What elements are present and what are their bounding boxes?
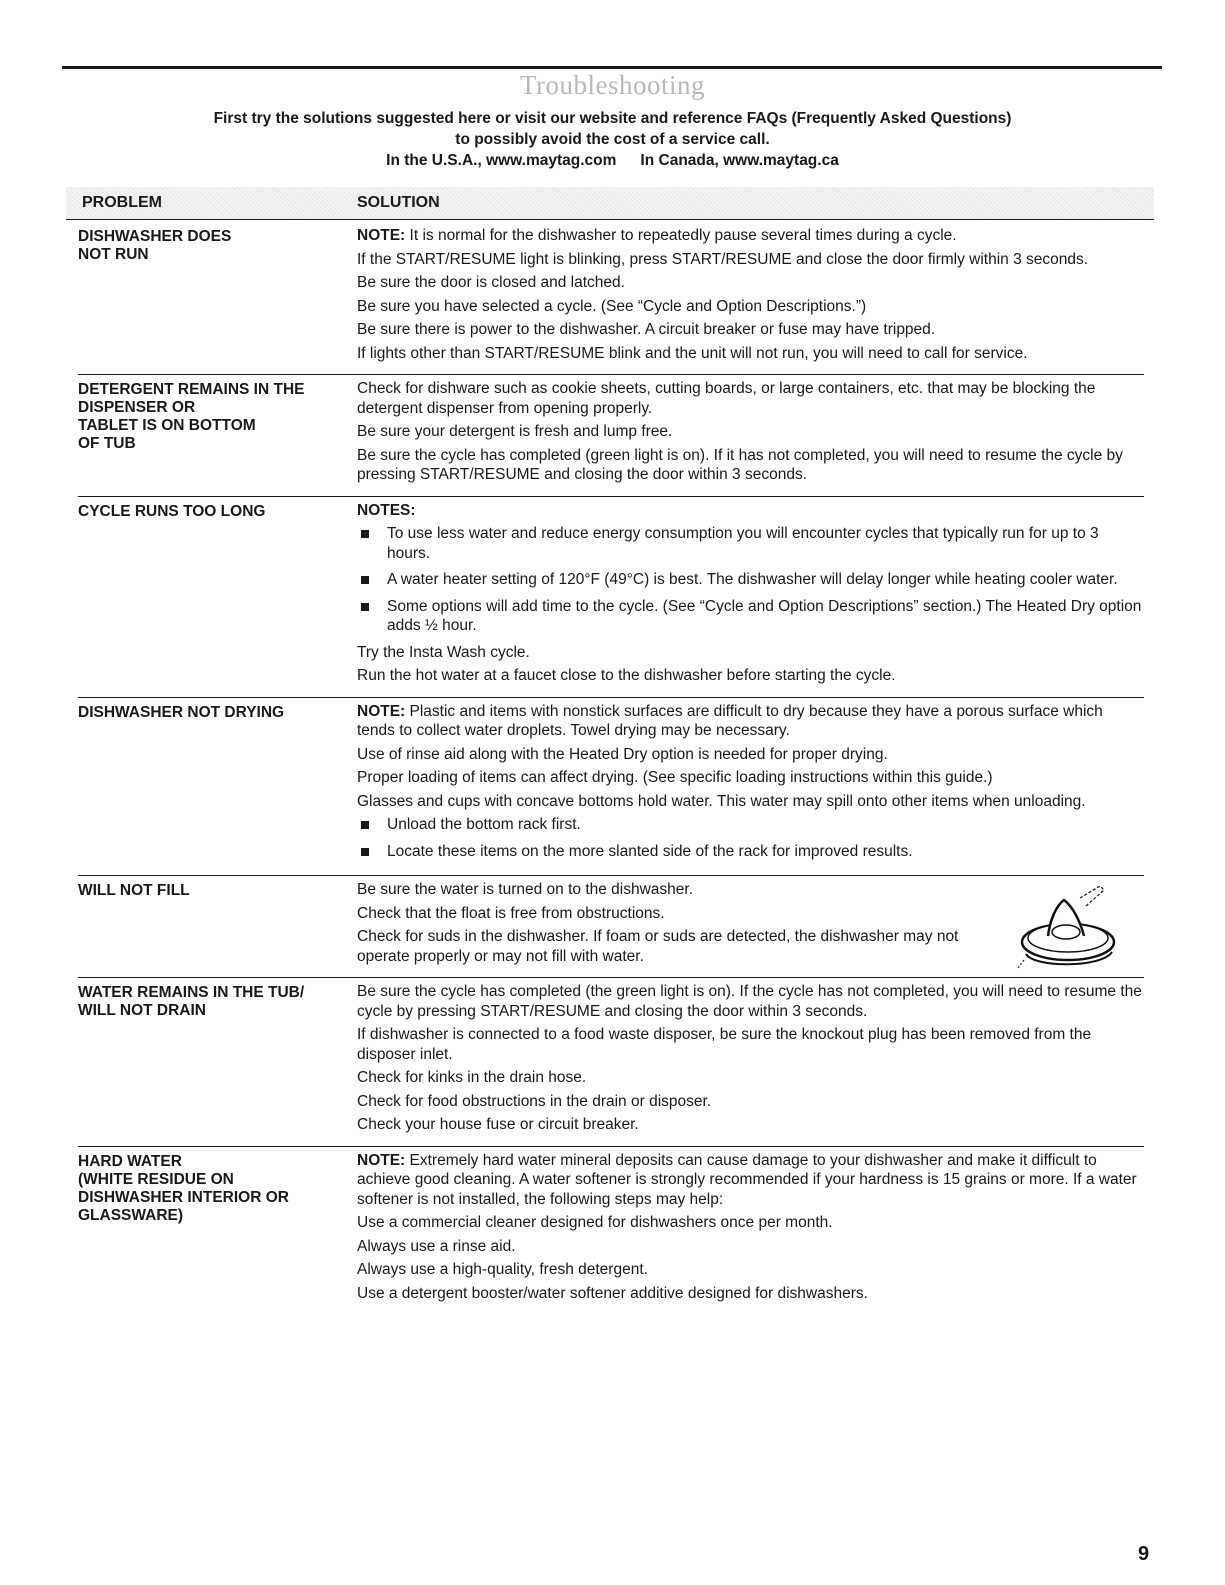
problem-cell [78,702,357,869]
float-assembly-illustration-icon [1004,884,1126,974]
bullet-item [357,524,1144,563]
solution-item: Always use a rinse aid. [357,1237,516,1255]
solution-cell [357,501,1144,690]
solution-cell [357,226,1144,367]
table-row [78,222,1144,375]
table-row [78,375,1144,497]
intro-line-2: to possibly avoid the cost of a service call. [455,131,770,148]
bullet-icon [357,570,387,590]
solution-item: Always use a high-quality, fresh detergent. [357,1261,648,1278]
problem-line: DETERGENT REMAINS IN THE [78,381,305,398]
note-label: NOTE: [357,1151,406,1169]
solution-item: Check your house fuse or circuit breaker. [357,1116,639,1133]
solution-item: Try the Insta Wash cycle. [357,643,530,661]
page-number: 9 [1138,1543,1150,1565]
bullet-item [357,597,1144,636]
table-row [78,876,1144,978]
solution-item: Use a commercial cleaner designed for dishwashers once per month. [357,1214,833,1231]
solution-item: If lights other than START/RESUME blink and the unit will not run, you will need to call for service. [357,344,1028,362]
solution-item: Be sure the cycle has completed (the green light is on). If the cycle has not completed, you will need to resume the cycle by pressing START/RESUME and closing the door within 3 seconds. [357,983,1142,1020]
solution-item: Use a detergent booster/water softener additive designed for dishwashers. [357,1284,868,1302]
note [357,1151,1144,1210]
problem-line: GLASSWARE) [78,1206,184,1224]
solution-item: Check for suds in the dishwasher. If foam or suds are detected, the dishwasher may not operate properly or may not fill with water. [357,928,959,965]
problem-cell [78,880,357,970]
problem-line: OF TUB [78,435,136,452]
page-title: Troubleshooting [519,70,706,100]
intro [0,108,1225,171]
bullet-item [357,815,1144,835]
solution-item: Check for food obstructions in the drain or disposer. [357,1092,712,1110]
us-website: In the U.S.A., www.maytag.com [386,152,617,169]
problem-line: WILL NOT FILL [78,882,190,899]
solution-item: Be sure there is power to the dishwasher. A circuit breaker or fuse may have tripped. [357,321,936,338]
note-label: NOTES: [357,501,416,519]
solution-item: Be sure the cycle has completed (green light is on). If it has not completed, you will need to resume the cycle by pressing START/RESUME and closing the door within 3 seconds. [357,446,1123,483]
solution-item: Glasses and cups with concave bottoms hold water. This water may spill onto other items when unloading. [357,792,1086,810]
solution-item: Be sure the water is turned on to the dishwasher. [357,881,694,898]
table-row [78,1147,1144,1315]
problem-cell [78,501,357,690]
bullet-text: Locate these items on the more slanted side of the rack for improved results. [387,842,913,860]
solution-item: Check for dishware such as cookie sheets, cutting boards, or large containers, etc. that may be blocking the detergent dispenser from opening properly. [357,380,1096,417]
bullet-icon [357,524,387,563]
bullet-item [357,842,1144,862]
bullet-icon [357,597,387,636]
solution-item: Be sure your detergent is fresh and lump free. [357,423,673,440]
intro-line-1: First try the solutions suggested here or visit our website and reference FAQs (Frequently Asked Questions) [213,110,1012,127]
problem-cell [78,379,357,489]
canada-website: In Canada, www.maytag.ca [640,152,839,169]
solution-item: Check for kinks in the drain hose. [357,1069,587,1086]
problem-line: DISHWASHER INTERIOR OR [78,1188,289,1206]
solution-item: Be sure you have selected a cycle. (See “Cycle and Option Descriptions.”) [357,297,867,315]
solution-cell [357,1151,1144,1308]
problem-line: (WHITE RESIDUE ON [78,1170,234,1188]
bullet-text: Unload the bottom rack first. [387,816,581,833]
solution-item: If dishwasher is connected to a food waste disposer, be sure the knockout plug has been removed from the disposer inlet. [357,1026,1092,1063]
bullet-text: Some options will add time to the cycle. (See “Cycle and Option Descriptions” section.) The Heated Dry option adds ½ hour. [387,597,1142,634]
problem-line: NOT RUN [78,246,149,263]
problem-line: HARD WATER [78,1152,182,1170]
problem-line: WILL NOT DRAIN [78,1002,207,1019]
bullet-text: To use less water and reduce energy consumption you will encounter cycles that typically run for up to 3 hours. [387,525,1099,562]
solution-item: If the START/RESUME light is blinking, press START/RESUME and close the door firmly within 3 seconds. [357,250,1089,268]
problem-line: DISHWASHER NOT DRYING [78,703,285,721]
note-text: It is normal for the dishwasher to repeatedly pause several times during a cycle. [405,227,957,244]
solution-item: Proper loading of items can affect drying. (See specific loading instructions within this guide.) [357,769,993,786]
problem-header: PROBLEM [82,194,162,211]
note [357,226,1144,246]
bullet-item [357,570,1144,590]
problem-cell [78,982,357,1139]
table-row [78,698,1144,877]
note-label: NOTE: [357,702,406,720]
bullet-icon [357,842,387,862]
table-row [78,497,1144,698]
solution-item: Check that the float is free from obstructions. [357,904,665,922]
problem-line: DISPENSER OR [78,399,196,416]
solution-cell [357,379,1144,489]
solution-item: Use of rinse aid along with the Heated Dry option is needed for proper drying. [357,745,888,763]
solution-item: Run the hot water at a faucet close to the dishwasher before starting the cycle. [357,667,896,684]
problem-cell [78,1151,357,1308]
problem-cell [78,226,357,367]
solution-header: SOLUTION [357,194,440,211]
note-label: NOTE: [357,227,406,244]
troubleshooting-table [78,222,1144,1314]
top-rule [62,66,1162,69]
note-text: Plastic and items with nonstick surfaces are difficult to dry because they have a porous surface which tends to collect water droplets. Towel drying may be necessary. [357,702,1103,739]
note [357,702,1144,741]
problem-line: WATER REMAINS IN THE TUB/ [78,984,305,1001]
table-header [66,187,1154,220]
solution-cell [357,880,1144,970]
note-text: Extremely hard water mineral deposits can cause damage to your dishwasher and make it difficult to achieve good cleaning. A water softener is strongly recommended if your hardness is 15 grains or more. If a water softener is not installed, the following steps may help: [357,1151,1137,1208]
problem-line: TABLET IS ON BOTTOM [78,417,256,434]
solution-item: Be sure the door is closed and latched. [357,274,625,291]
solution-cell [357,982,1144,1139]
intro-websites [0,150,1225,171]
problem-line: DISHWASHER DOES [78,228,232,245]
bullet-icon [357,815,387,835]
problem-line: CYCLE RUNS TOO LONG [78,502,266,520]
table-row [78,978,1144,1147]
bullet-text: A water heater setting of 120°F (49°C) is best. The dishwasher will delay longer while heating cooler water. [387,571,1118,588]
solution-cell [357,702,1144,869]
